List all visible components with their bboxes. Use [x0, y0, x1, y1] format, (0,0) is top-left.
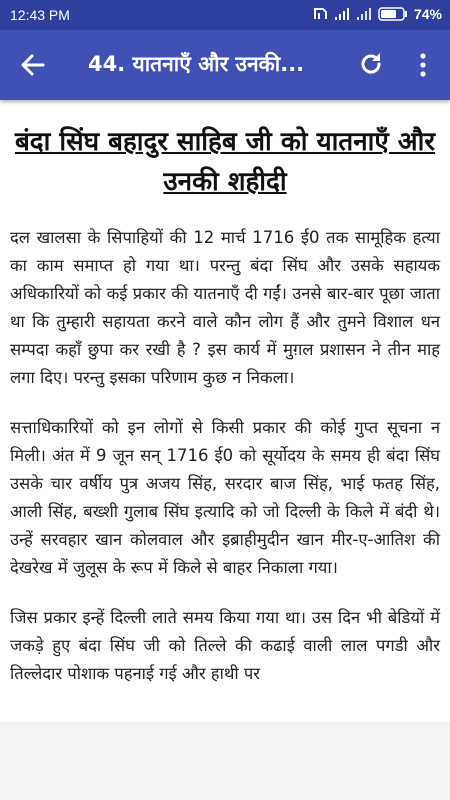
article-paragraph: सत्ताधिकारियों को इन लोगों से किसी प्रकार की कोई गुप्त सूचना न मिली। अंत में 9 जून सन् 1716 ई0 को सूर्योदय के समय ही बंदा सिंघ उसके चार वर्षीय पुत्र अजय सिंह, सरदार बाज सिंह, भाई फतह सिंह, आली सिंह, बख्शी गुलाब सिंघ इत्यादि को जो दिल्ली के किले में बंदी थे। उन्हें सरवहार खान कोलवाल और इब्राहीमुदीन खान मीर-ए-आतिश की देखरेख में जुलूस के रूप में किले से बाहर निकाला गया।	[10, 418, 440, 577]
mi-icon	[314, 8, 328, 20]
article-paragraph: दल खालसा के सिपाहियों की 12 मार्च 1716 ई0 तक सामूहिक हत्या का काम समाप्त हो गया था। परन्तु बंदा सिंघ और उसके सहायक अधिकारियों को कई प्रकार की यातनाएँ दी गईं। उनसे बार-बार पूछा जाता था कि तुम्हारी सहायता करने वाले कौन लोग हैं और तुमने विशाल धन सम्पदा कहाँ छुपा कर रखी है ? इस कार्य में मुग़ल प्रशासन ने तीन माह लगा दिए। परन्तु इसका परिणाम कुछ न निकला।	[10, 228, 440, 387]
article-heading: बंदा सिंघ बहादुर साहिब जी को यातनाएँ और उनकी शहीदी	[14, 127, 436, 197]
signal-icon	[334, 7, 350, 21]
arrow-back-icon	[18, 50, 48, 80]
status-icons	[314, 6, 442, 22]
article-paragraph: जिस प्रकार इन्हें दिल्ली लाते समय किया गया था। उस दिन भी बेडियों में जकड़े हुए बंदा सिंघ जी को तिल्ले की कढाई वाली लाल पगडी और तिल्लेदार पोशाक पहनाई गई और हाथी पर	[10, 608, 440, 683]
more-vert-icon	[408, 50, 438, 80]
more-options-button[interactable]	[408, 50, 438, 80]
back-button[interactable]	[18, 50, 52, 80]
article-content[interactable]	[0, 100, 450, 722]
status-bar	[0, 0, 450, 30]
status-time: 12:43 PM	[10, 7, 70, 23]
bottom-blank-area	[0, 722, 450, 800]
signal-icon-2	[356, 7, 372, 21]
refresh-button[interactable]	[356, 50, 386, 80]
page-title: 44. यातनाएँ और उनकी...	[88, 52, 305, 76]
battery-icon	[378, 7, 408, 21]
battery-level: 74%	[413, 6, 442, 22]
app-bar	[0, 30, 450, 100]
refresh-icon	[356, 50, 386, 80]
